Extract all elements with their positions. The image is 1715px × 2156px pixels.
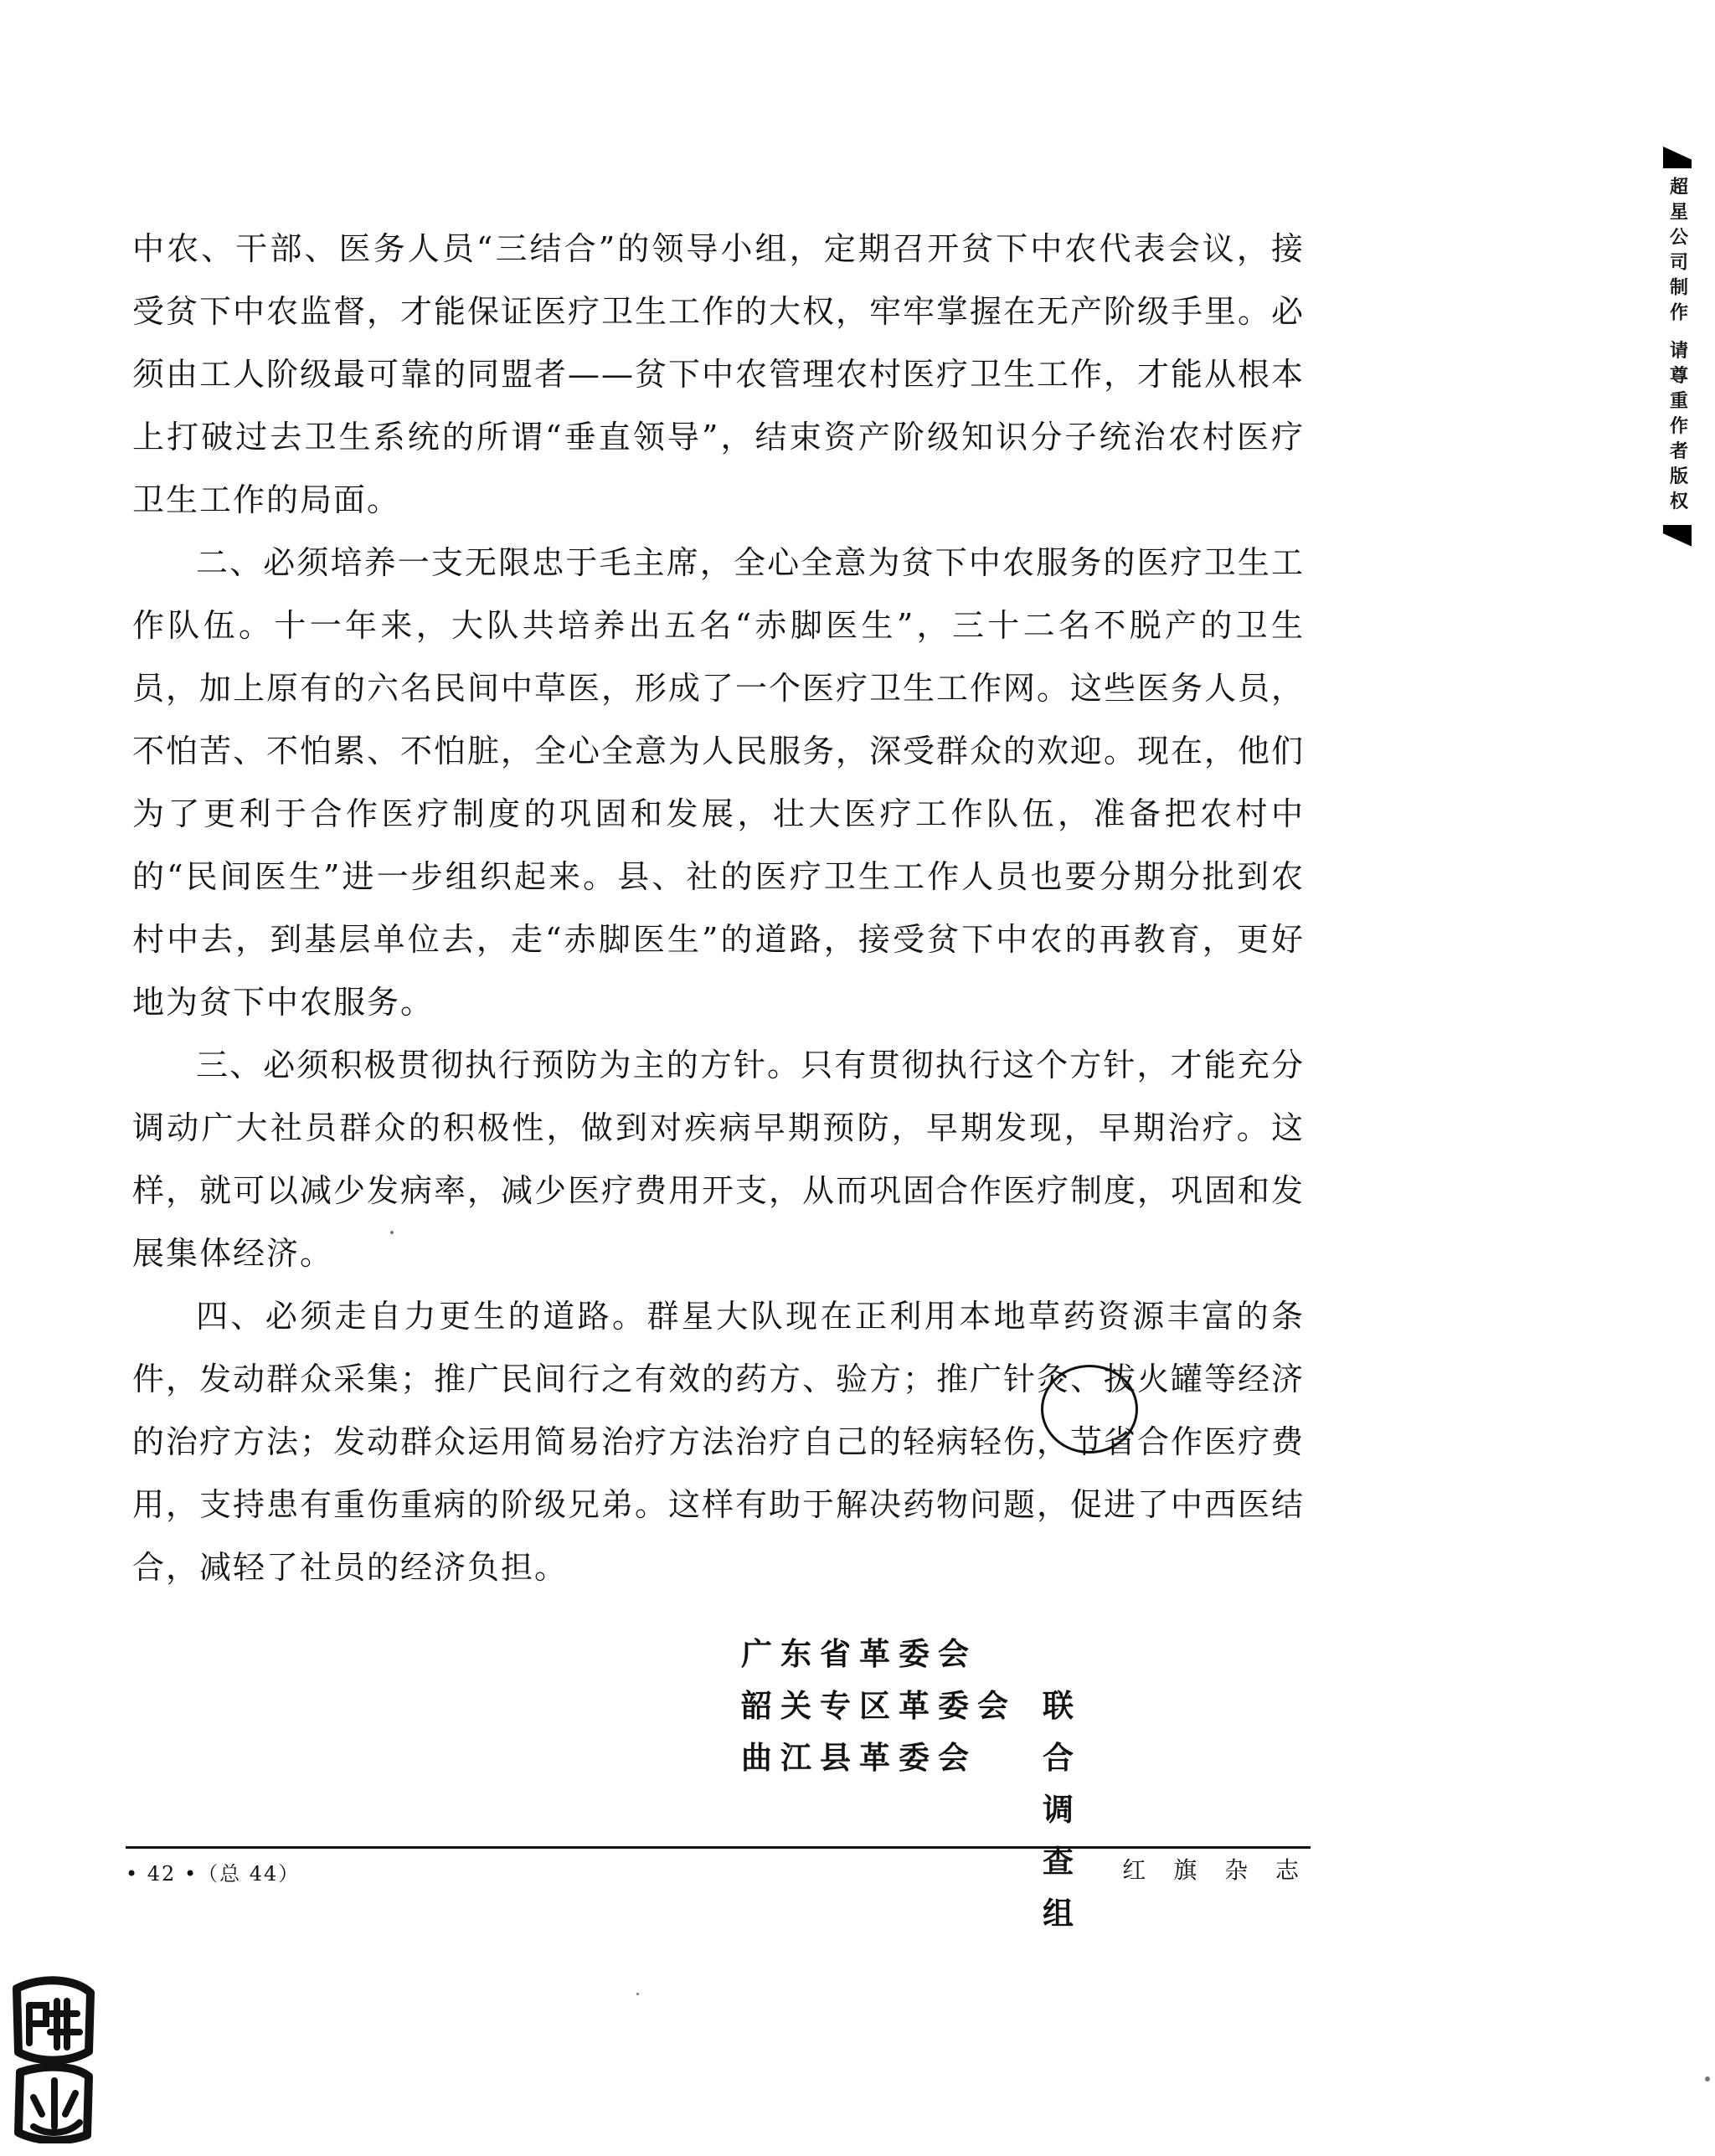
signature-block <box>741 1629 1077 1932</box>
paragraph-1: 中农、干部、医务人员“三结合”的领导小组，定期召开贫下中农代表会议，接受贫下中农监督，才能保证医疗卫生工作的大权，牢牢掌握在无产阶级手里。必须由工人阶级最可靠的同盟者——贫下中农管理农村医疗卫生工作，才能从根本上打破过去卫生系统的所谓“垂直领导”，结束资产阶级知识分子统治农村医疗卫生工作的局面。 <box>132 230 1306 518</box>
copyright-notice <box>1660 147 1695 547</box>
signature-org: 韶关专区革委会 <box>741 1688 1017 1724</box>
notice-bar-bottom <box>1663 525 1692 547</box>
scan-speck <box>1705 2076 1710 2081</box>
page-number: • 42 •（总 44） <box>126 1862 301 1886</box>
signature-group: 联合调查组 <box>1043 1688 1077 1932</box>
paragraph-3: 三、必须积极贯彻执行预防为主的方针。只有贯彻执行这个方针，才能充分调动广大社员群众的积极性，做到对疾病早期预防，早期发现，早期治疗。这样，就可以减少发病率，减少医疗费用开支，从而巩固合作医疗制度，巩固和发展集体经济。 <box>132 1047 1306 1272</box>
signature-line-3 <box>741 1732 1017 1784</box>
signature-line-2 <box>741 1680 1017 1732</box>
scan-speck <box>636 1993 639 1995</box>
paragraph-2: 二、必须培养一支无限忠于毛主席，全心全意为贫下中农服务的医疗卫生工作队伍。十一年来，大队共培养出五名“赤脚医生”，三十二名不脱产的卫生员，加上原有的六名民间中草医，形成了一个医疗卫生工作网。这些医务人员，不怕苦、不怕累、不怕脏，全心全意为人民服务，深受群众的欢迎。现在，他们为了更利于合作医疗制度的巩固和发展，壮大医疗工作队伍，准备把农村中的“民间医生”进一步组织起来。县、社的医疗卫生工作人员也要分期分批到农村中去，到基层单位去，走“赤脚医生”的道路，接受贫下中农的再教育，更好地为贫下中农服务。 <box>132 544 1306 1021</box>
copyright-text: 超星公司制作 请尊重作者版权 <box>1666 177 1688 517</box>
notice-bar-top <box>1663 147 1692 168</box>
signature-org: 曲江县革委会 <box>741 1740 977 1776</box>
seal-stamp-icon <box>8 1972 99 2143</box>
footer-rule <box>126 1846 1311 1849</box>
signature-line-1 <box>741 1629 1017 1680</box>
paragraph-4: 四、必须走自力更生的道路。群星大队现在正利用本地草药资源丰富的条件，发动群众采集；推广民间行之有效的药方、验方；推广针灸、拔火罐等经济的治疗方法；发动群众运用简易治疗方法治疗自己的轻病轻伤，节省合作医疗费用，支持患有重伤重病的阶级兄弟。这样有助于解决药物问题，促进了中西医结合，减轻了社员的经济负担。 <box>132 1298 1306 1586</box>
journal-name: 红 旗 杂 志 <box>1122 1856 1309 1884</box>
signature-org: 广东省革委会 <box>741 1636 977 1672</box>
scan-speck <box>390 1231 394 1234</box>
pen-circle-mark <box>1041 1365 1138 1454</box>
